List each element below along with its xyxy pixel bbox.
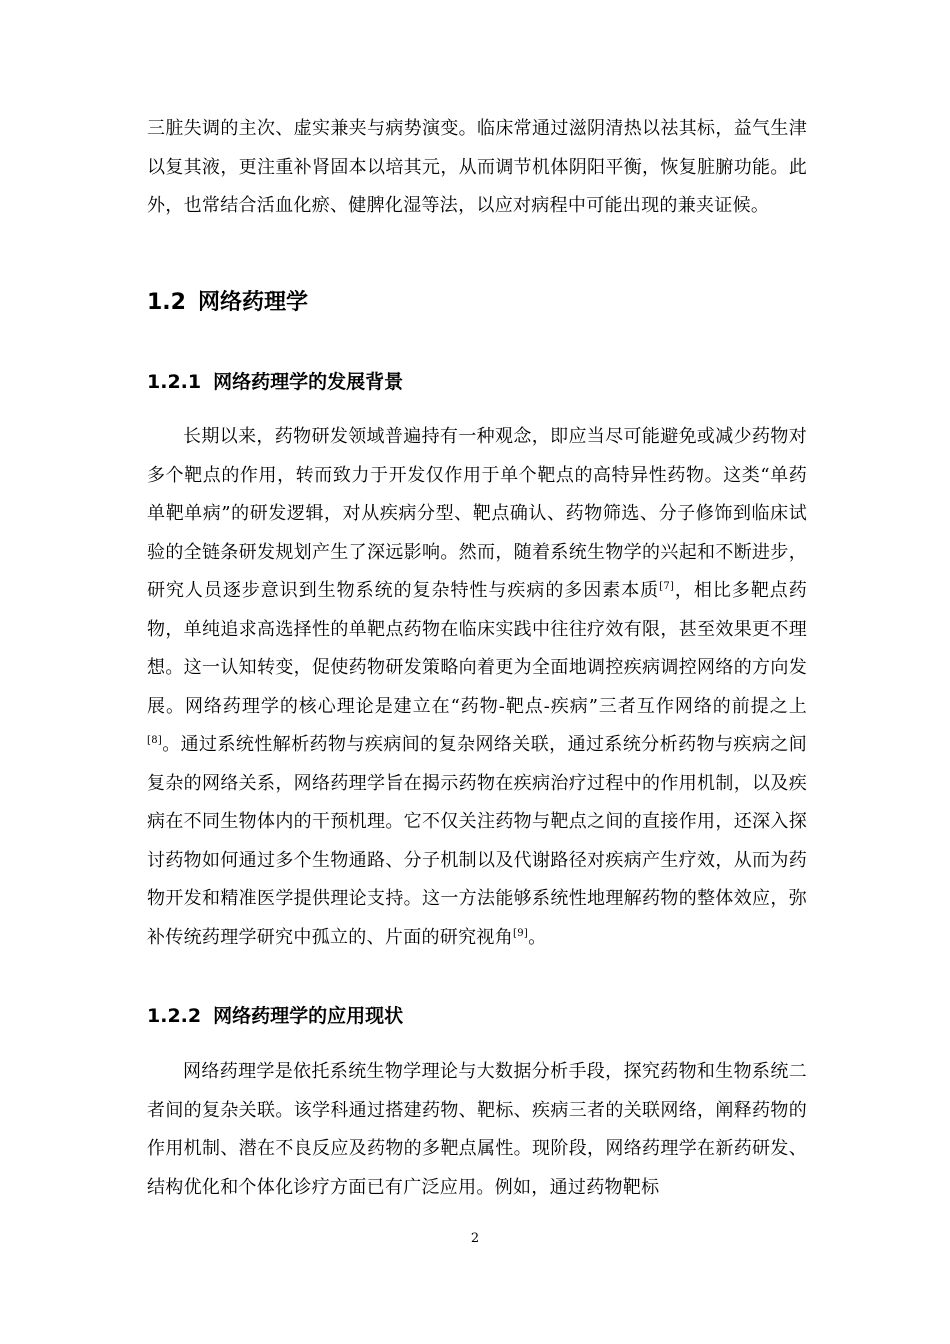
- paragraph-background: [147, 418, 807, 957]
- citation: [7]: [659, 581, 675, 592]
- subsection-title: 网络药理学的应用现状: [213, 1005, 404, 1027]
- paragraph-text: 长期以来，药物研发领域普遍持有一种观念，即应当尽可能避免或减少药物对多个靶点的作用，转而致力于开发仅作用于单个靶点的高特异性药物。这类“单药单靶单病”的研发逻辑，对从疾病分型、靶点确认、药物筛选、分子修饰到临床试验的全链条研发规划产生了深远影响。然而，随着系统生物学的兴起和不断进步，研究人员逐步意识到生物系统的复杂特性与疾病的多因素本质: [147, 426, 807, 601]
- paragraph-application: 网络药理学是依托系统生物学理论与大数据分析手段，探究药物和生物系统二者间的复杂关联。该学科通过搭建药物、靶标、疾病三者的关联网络，阐释药物的作用机制、潜在不良反应及药物的多靶点属性。现阶段，网络药理学在新药研发、结构优化和个体化诊疗方面已有广泛应用。例如，通过药物靶标: [147, 1061, 807, 1198]
- citation: [9]: [513, 927, 529, 939]
- paragraph-text: ，相比多靶点药物，单纯追求高选择性的单靶点药物在临床实践中往往疗效有限，甚至效果更不理想。这一认知转变，促使药物研发策略向着更为全面地调控疾病调控网络的方向发展。网络药理学的核心理论是建立在“药物-靶点-疾病”三者互作网络的前提之上: [147, 580, 807, 717]
- subsection-number: 1.2.1: [147, 371, 202, 393]
- section-number: 1.2: [147, 290, 186, 315]
- continued-paragraph: 三脏失调的主次、虚实兼夹与病势演变。临床常通过滋阴清热以祛其标，益气生津以复其液，更注重补肾固本以培其元，从而调节机体阴阳平衡，恢复脏腑功能。此外，也常结合活血化瘀、健脾化湿等法，以应对病程中可能出现的兼夹证候。: [147, 118, 807, 216]
- section-heading-1-2-2: [147, 1001, 403, 1028]
- section-heading-1-2: [147, 285, 308, 316]
- section-heading-1-2-1: [147, 367, 403, 394]
- citation: [8]: [147, 735, 163, 746]
- paragraph-text: 。: [528, 926, 547, 948]
- subsection-number: 1.2.2: [147, 1005, 202, 1027]
- page-number: 2: [470, 1231, 480, 1246]
- section-title: 网络药理学: [197, 290, 308, 315]
- subsection-title: 网络药理学的发展背景: [213, 371, 404, 393]
- paragraph-text: 。通过系统性解析药物与疾病间的复杂网络关联，通过系统分析药物与疾病之间复杂的网络关系，网络药理学旨在揭示药物在疾病治疗过程中的作用机制，以及疾病在不同生物体内的干预机理。它不仅关注药物与靶点之间的直接作用，还深入探讨药物如何通过多个生物通路、分子机制以及代谢路径对疾病产生疗效，从而为药物开发和精准医学提供理论支持。这一方法能够系统性地理解药物的整体效应，弥补传统药理学研究中孤立的、片面的研究视角: [147, 734, 807, 948]
